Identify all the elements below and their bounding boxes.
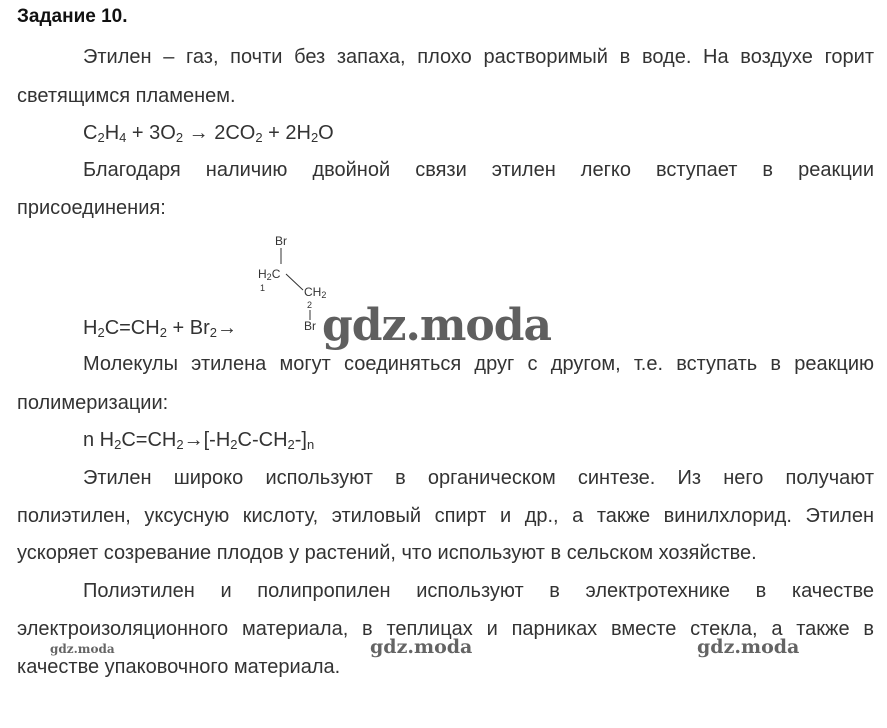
- structure-ch2: $CH_2$: [304, 285, 327, 300]
- structure-num-1: 1: [260, 283, 266, 293]
- paragraph-7-line-1: Этилен широко используют в органическом синтезе. Из него получают: [83, 467, 874, 489]
- watermark-bottom-left: gdz.moda: [50, 642, 115, 656]
- structure-num-2: 2: [307, 300, 313, 310]
- combustion-equation: $C_2H_4 + 3O_2 \to 2CO_2 + 2H_2O$: [83, 122, 334, 145]
- paragraph-8-line-1: Полиэтилен и полипропилен используют в электротехнике в качестве: [83, 580, 874, 602]
- paragraph-5-line-2: полимеризации:: [17, 392, 169, 414]
- paragraph-8-line-2: электроизоляционного материала, в теплицах и парниках вместе стекла, а также в: [17, 618, 874, 640]
- task-title: Задание 10.: [17, 6, 128, 27]
- paragraph-3-line-2: присоединения:: [17, 197, 166, 219]
- polymerization-equation: n $H_2C=CH_2\to[-H_2C-CH_2-]_n$: [83, 429, 315, 452]
- watermark-bottom-center: gdz.moda: [370, 636, 473, 658]
- addition-equation: $H_2C=CH_2 + Br_2\to$: [83, 317, 237, 340]
- structure-br-top: Br: [275, 234, 287, 248]
- paragraph-7-line-2: полиэтилен, уксусную кислоту, этиловый спирт и др., а также винилхлорид. Этилен: [17, 505, 874, 527]
- structure-h2c: $H_2C$: [258, 267, 281, 282]
- watermark-bottom-right: gdz.moda: [697, 636, 800, 658]
- paragraph-8-line-3: качестве упаковочного материала.: [17, 656, 341, 678]
- bond-c1-c2: [286, 274, 303, 290]
- structure-br-bottom: Br: [304, 319, 316, 333]
- paragraph-3-line-1: Благодаря наличию двойной связи этилен легко вступает в реакции: [83, 159, 874, 181]
- paragraph-1-line-1: Этилен – газ, почти без запаха, плохо растворимый в воде. На воздухе горит: [83, 46, 874, 68]
- paragraph-1-line-2: светящимся пламенем.: [17, 85, 236, 107]
- paragraph-7-line-3: ускоряет созревание плодов у растений, что используют в сельском хозяйстве.: [17, 542, 757, 564]
- paragraph-5-line-1: Молекулы этилена могут соединяться друг с другом, т.е. вступать в реакцию: [83, 353, 874, 375]
- watermark-main: gdz.moda: [322, 300, 552, 351]
